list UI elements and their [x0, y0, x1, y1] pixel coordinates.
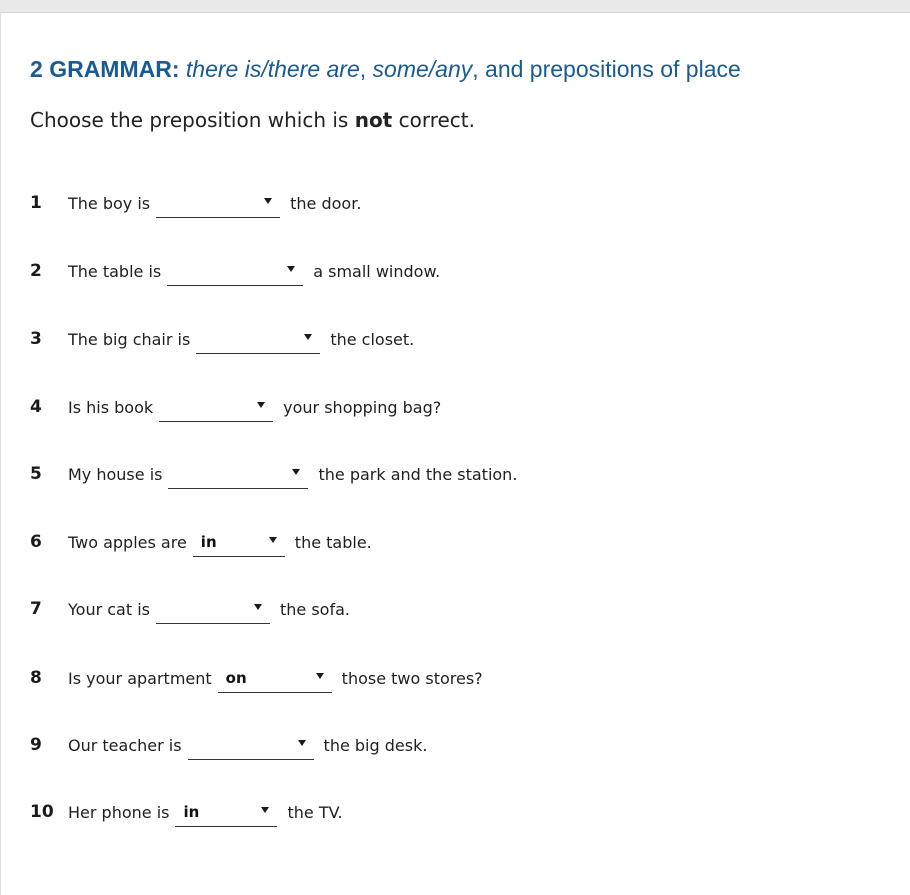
question-4: [30, 390, 441, 424]
question-text-before: Our teacher is: [68, 735, 182, 755]
question-number: 7: [30, 599, 42, 619]
instruction-before: Choose the preposition which is: [30, 108, 349, 132]
question-number: 5: [30, 464, 42, 484]
caret-down-icon: [264, 198, 272, 204]
caret-down-icon: [316, 673, 324, 679]
question-text-after: the TV.: [287, 802, 343, 822]
question-8: [30, 661, 483, 695]
preposition-dropdown-5[interactable]: [168, 459, 308, 489]
heading-label: GRAMMAR:: [49, 56, 180, 82]
question-number: 3: [30, 329, 42, 349]
preposition-dropdown-6[interactable]: [193, 527, 285, 557]
caret-down-icon: [269, 537, 277, 543]
top-bar: [0, 0, 910, 13]
question-text-before: My house is: [68, 464, 163, 484]
question-text-before: The big chair is: [68, 329, 191, 349]
question-text-before: Is your apartment: [68, 668, 212, 688]
instruction-text: [30, 108, 475, 132]
caret-down-icon: [257, 402, 265, 408]
left-border: [0, 12, 1, 895]
question-number: 9: [30, 735, 42, 755]
question-text-after: your shopping bag?: [283, 397, 442, 417]
preposition-dropdown-4[interactable]: [159, 392, 273, 422]
preposition-dropdown-2[interactable]: [167, 256, 303, 286]
question-2: [30, 254, 440, 288]
question-text-after: the big desk.: [323, 735, 428, 755]
question-9: [30, 728, 427, 762]
question-text-after: the sofa.: [279, 599, 350, 619]
question-number: 10: [30, 802, 54, 822]
exercise-heading: [30, 56, 741, 83]
caret-down-icon: [254, 604, 262, 610]
caret-down-icon: [261, 807, 269, 813]
caret-down-icon: [298, 740, 306, 746]
question-number: 2: [30, 261, 42, 281]
heading-topic-rest: , and prepositions of place: [472, 56, 741, 82]
heading-topic-1: there is/there are: [185, 56, 360, 82]
question-number: 6: [30, 532, 42, 552]
caret-down-icon: [292, 469, 300, 475]
preposition-dropdown-7[interactable]: [156, 594, 270, 624]
instruction-after: correct.: [398, 108, 475, 132]
question-text-before: Two apples are: [68, 532, 187, 552]
question-text-after: those two stores?: [341, 668, 483, 688]
dropdown-selected-value: on: [225, 668, 247, 687]
preposition-dropdown-10[interactable]: [175, 797, 277, 827]
question-text-after: the door.: [290, 193, 362, 213]
heading-topic-2: some/any: [372, 56, 473, 82]
heading-separator: ,: [359, 56, 367, 82]
question-6: [30, 525, 372, 559]
caret-down-icon: [287, 266, 295, 272]
question-text-before: Your cat is: [68, 599, 150, 619]
preposition-dropdown-8[interactable]: [218, 663, 332, 693]
question-number: 1: [30, 193, 42, 213]
question-text-after: the table.: [294, 532, 372, 552]
question-text-before: Is his book: [68, 397, 154, 417]
question-number: 8: [30, 668, 42, 688]
question-1: [30, 186, 361, 220]
question-number: 4: [30, 397, 42, 417]
dropdown-selected-value: in: [200, 532, 217, 551]
question-7: [30, 592, 350, 626]
question-5: [30, 457, 517, 491]
dropdown-selected-value: in: [183, 802, 200, 821]
question-text-before: The table is: [68, 261, 162, 281]
question-text-before: The boy is: [68, 193, 151, 213]
question-text-before: Her phone is: [68, 802, 170, 822]
preposition-dropdown-9[interactable]: [188, 730, 314, 760]
caret-down-icon: [304, 334, 312, 340]
heading-number: 2: [30, 56, 43, 82]
question-text-after: the park and the station.: [318, 464, 518, 484]
question-text-after: a small window.: [313, 261, 441, 281]
instruction-emphasis: not: [354, 108, 393, 132]
question-text-after: the closet.: [330, 329, 415, 349]
question-3: [30, 322, 414, 356]
question-10: [30, 795, 343, 829]
preposition-dropdown-1[interactable]: [156, 188, 280, 218]
preposition-dropdown-3[interactable]: [196, 324, 320, 354]
